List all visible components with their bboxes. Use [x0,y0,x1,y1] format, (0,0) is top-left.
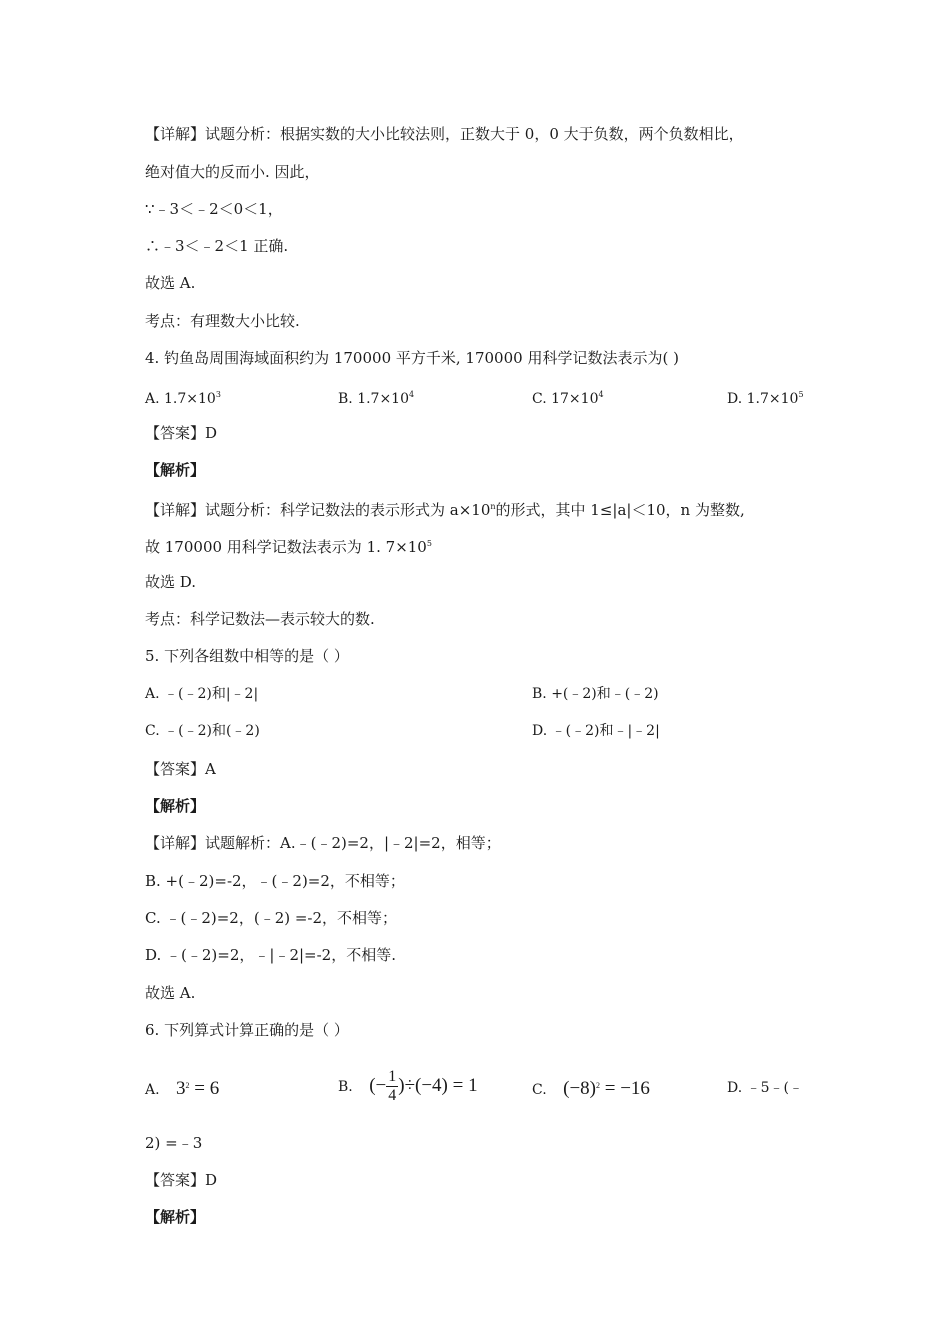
therefore-line: ∴﹣3＜﹣2＜1 正确. [145,237,289,255]
detail-line-1: 【详解】试题分析：根据实数的大小比较法则，正数大于 0，0 大于负数，两个负数相比， [145,125,744,143]
q4-analysis-heading: 【解析】 [145,461,206,479]
q6-option-a: A. $3^2 = 6$ [145,1078,220,1099]
q5-option-a: A. ﹣(﹣2)和|﹣2| [145,686,259,702]
knowledge-point: 考点：有理数大小比较. [145,312,300,330]
question-5: 5. 下列各组数中相等的是（ ） [145,647,349,665]
q5-option-c: C. ﹣(﹣2)和(﹣2) [145,723,260,739]
q6-answer: 【答案】D [145,1171,218,1189]
q4-knowledge-point: 考点：科学记数法—表示较大的数. [145,610,375,628]
q6-analysis-heading: 【解析】 [145,1208,206,1226]
q5-option-d: D. ﹣(﹣2)和﹣|﹣2| [532,723,660,739]
q5-detail-b: B. +(﹣2)=-2，﹣(﹣2)=2，不相等； [145,872,405,890]
detail-line-2: 绝对值大的反而小. 因此， [145,163,320,181]
q5-choice: 故选 A. [145,984,196,1002]
choice-line: 故选 A. [145,274,196,292]
q5-detail: 【详解】试题解析：A.﹣(﹣2)=2，|﹣2|=2，相等； [145,834,501,852]
q5-detail-d: D. ﹣(﹣2)=2，﹣|﹣2|=-2，不相等. [145,946,396,964]
q5-answer: 【答案】A [145,760,216,778]
q4-option-d: D. $1.7\times 10^5$ [727,390,804,407]
q4-option-c: C. $17\times 10^4$ [532,390,604,407]
question-4: 4. 钓鱼岛周围海域面积约为 170000 平方千米, 170000 用科学记数法表示为( ) [145,349,679,367]
q6-option-b: B. (− $\frac{1}{4}$ )÷(−4) = 1 [338,1068,478,1105]
q5-option-b: B. +(﹣2)和﹣(﹣2) [532,686,659,702]
q5-analysis-heading: 【解析】 [145,797,206,815]
q4-detail-2: 故 170000 用科学记数法表示为 1. $7\times 10^5$ [145,538,432,556]
q4-answer: 【答案】D [145,424,218,442]
q4-option-b: B. $1.7\times 10^4$ [338,390,415,407]
q6-option-d-continued: 2) =﹣3 [145,1134,203,1152]
since-line: ∵﹣3＜﹣2＜0＜1， [145,200,283,218]
q6-option-d: D. ﹣5﹣(﹣ [727,1080,803,1096]
q4-detail-1: 【详解】试题分析：科学记数法的表示形式为 $a\times 10^n$的形式，其中 1≤|a|＜10，n 为整数, [145,501,745,519]
q5-detail-c: C. ﹣(﹣2)=2，(﹣2) =-2，不相等； [145,909,398,927]
q6-option-c: C. $(-8)^2 = -16$ [532,1078,650,1099]
question-6: 6. 下列算式计算正确的是（ ） [145,1021,349,1039]
q4-choice: 故选 D. [145,573,197,591]
q4-option-a: A. $1.7\times 10^3$ [145,390,221,407]
